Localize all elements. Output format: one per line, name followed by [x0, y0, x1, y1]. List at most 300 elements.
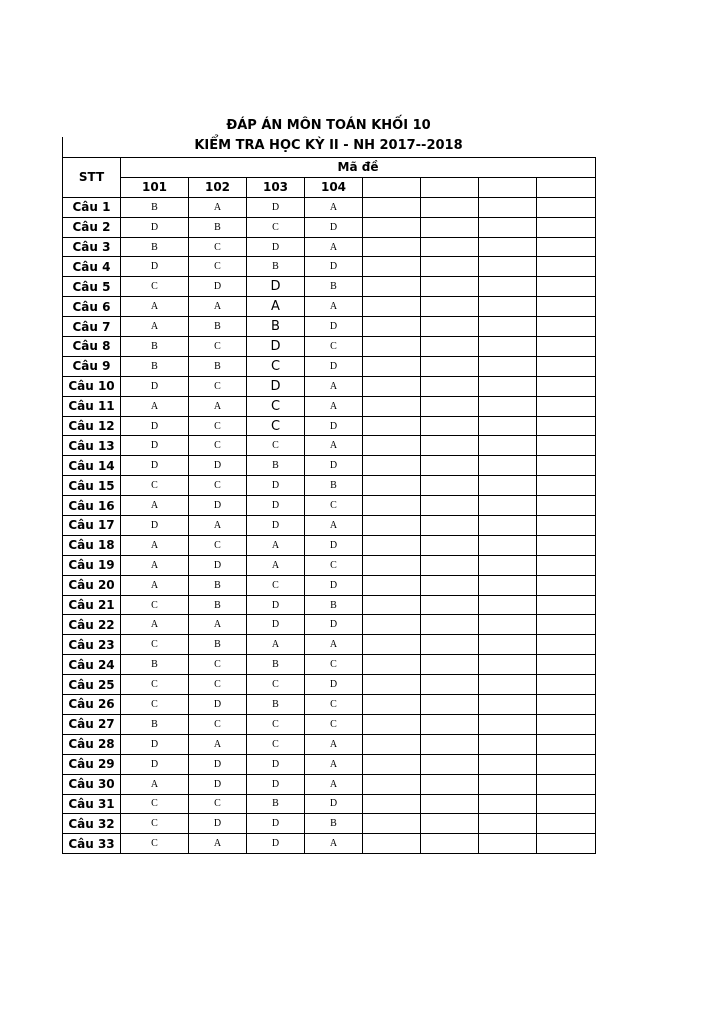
- answer-cell: D: [121, 754, 189, 774]
- empty-cell: [363, 277, 421, 297]
- answer-cell: C: [305, 496, 363, 516]
- empty-cell: [537, 695, 596, 715]
- answer-cell: A: [247, 297, 305, 317]
- empty-cell: [479, 237, 537, 257]
- empty-cell: [537, 754, 596, 774]
- answer-cell: C: [189, 436, 247, 456]
- answer-cell: A: [121, 575, 189, 595]
- question-label: Câu 1: [63, 197, 121, 217]
- answer-cell: D: [121, 416, 189, 436]
- empty-cell: [537, 337, 596, 357]
- empty-cell: [537, 834, 596, 854]
- empty-cell: [479, 774, 537, 794]
- answer-cell: A: [247, 555, 305, 575]
- exam-code-101: 101: [121, 177, 189, 197]
- empty-cell: [537, 237, 596, 257]
- table-row: [63, 754, 596, 774]
- question-label: Câu 5: [63, 277, 121, 297]
- answer-cell: D: [121, 516, 189, 536]
- empty-cell: [479, 416, 537, 436]
- answer-cell: A: [305, 297, 363, 317]
- answer-cell: A: [305, 734, 363, 754]
- answer-cell: A: [121, 555, 189, 575]
- answer-cell: D: [305, 575, 363, 595]
- empty-cell: [479, 595, 537, 615]
- answer-cell: A: [121, 496, 189, 516]
- empty-cell: [363, 774, 421, 794]
- empty-cell: [537, 476, 596, 496]
- empty-cell: [421, 635, 479, 655]
- answer-cell: B: [247, 317, 305, 337]
- answer-cell: B: [247, 794, 305, 814]
- empty-cell: [537, 356, 596, 376]
- answer-cell: A: [305, 396, 363, 416]
- empty-code-cell: [479, 177, 537, 197]
- document-subtitle: KIỂM TRA HỌC KỲ II - NH 2017--2018: [194, 138, 463, 153]
- answer-cell: C: [305, 555, 363, 575]
- answer-cell: A: [305, 635, 363, 655]
- answer-cell: D: [305, 456, 363, 476]
- empty-cell: [421, 595, 479, 615]
- answer-cell: C: [121, 695, 189, 715]
- answer-cell: C: [189, 376, 247, 396]
- answer-cell: D: [247, 496, 305, 516]
- answer-cell: C: [247, 356, 305, 376]
- answer-cell: C: [121, 635, 189, 655]
- empty-cell: [479, 635, 537, 655]
- question-label: Câu 19: [63, 555, 121, 575]
- answer-cell: B: [189, 317, 247, 337]
- empty-cell: [421, 615, 479, 635]
- empty-cell: [363, 337, 421, 357]
- table-row: [63, 814, 596, 834]
- empty-cell: [537, 655, 596, 675]
- question-label: Câu 11: [63, 396, 121, 416]
- answer-cell: D: [247, 516, 305, 536]
- answer-cell: A: [189, 197, 247, 217]
- empty-cell: [363, 814, 421, 834]
- answer-cell: D: [121, 257, 189, 277]
- table-row: [63, 635, 596, 655]
- answer-cell: D: [189, 754, 247, 774]
- empty-cell: [421, 695, 479, 715]
- answer-cell: D: [189, 277, 247, 297]
- answer-cell: A: [121, 317, 189, 337]
- empty-cell: [479, 317, 537, 337]
- empty-cell: [363, 754, 421, 774]
- empty-cell: [421, 516, 479, 536]
- exam-code-102: 102: [189, 177, 247, 197]
- empty-cell: [537, 257, 596, 277]
- table-row: [63, 317, 596, 337]
- empty-cell: [363, 317, 421, 337]
- question-label: Câu 8: [63, 337, 121, 357]
- empty-cell: [479, 476, 537, 496]
- answer-cell: D: [247, 595, 305, 615]
- empty-cell: [479, 734, 537, 754]
- question-label: Câu 33: [63, 834, 121, 854]
- answer-cell: D: [305, 535, 363, 555]
- question-label: Câu 15: [63, 476, 121, 496]
- answer-cell: C: [189, 476, 247, 496]
- empty-cell: [537, 396, 596, 416]
- table-row: [63, 237, 596, 257]
- table-row: [63, 476, 596, 496]
- empty-cell: [421, 416, 479, 436]
- empty-cell: [363, 655, 421, 675]
- empty-cell: [363, 575, 421, 595]
- question-label: Câu 4: [63, 257, 121, 277]
- answer-cell: C: [247, 416, 305, 436]
- empty-cell: [479, 714, 537, 734]
- answer-cell: A: [189, 615, 247, 635]
- empty-cell: [537, 714, 596, 734]
- table-row: [63, 356, 596, 376]
- empty-cell: [363, 595, 421, 615]
- empty-cell: [479, 277, 537, 297]
- answer-cell: B: [305, 595, 363, 615]
- empty-cell: [363, 297, 421, 317]
- empty-cell: [421, 496, 479, 516]
- empty-cell: [421, 535, 479, 555]
- question-label: Câu 12: [63, 416, 121, 436]
- table-row: [63, 456, 596, 476]
- answer-cell: B: [247, 695, 305, 715]
- answer-cell: B: [189, 356, 247, 376]
- answer-cell: C: [121, 595, 189, 615]
- table-row: [63, 297, 596, 317]
- answer-cell: A: [247, 535, 305, 555]
- empty-cell: [363, 695, 421, 715]
- table-row: [63, 734, 596, 754]
- empty-cell: [363, 516, 421, 536]
- ma-de-header: Mã đề: [121, 158, 596, 178]
- answer-cell: D: [305, 257, 363, 277]
- empty-cell: [479, 496, 537, 516]
- answer-cell: C: [247, 675, 305, 695]
- answer-cell: B: [247, 655, 305, 675]
- answer-cell: B: [247, 456, 305, 476]
- question-label: Câu 7: [63, 317, 121, 337]
- stt-header: STT: [63, 158, 121, 198]
- empty-cell: [537, 416, 596, 436]
- answer-cell: D: [247, 754, 305, 774]
- empty-cell: [421, 774, 479, 794]
- answer-cell: A: [305, 516, 363, 536]
- answer-cell: D: [189, 456, 247, 476]
- answer-cell: D: [247, 615, 305, 635]
- empty-cell: [363, 794, 421, 814]
- table-row: [63, 416, 596, 436]
- answer-cell: D: [121, 217, 189, 237]
- question-label: Câu 25: [63, 675, 121, 695]
- empty-cell: [479, 675, 537, 695]
- empty-cell: [479, 555, 537, 575]
- document-title: ĐÁP ÁN MÔN TOÁN KHỐI 10: [226, 118, 431, 133]
- empty-cell: [421, 217, 479, 237]
- empty-cell: [479, 814, 537, 834]
- empty-cell: [479, 535, 537, 555]
- answer-cell: C: [189, 416, 247, 436]
- empty-cell: [363, 615, 421, 635]
- empty-cell: [421, 794, 479, 814]
- answer-cell: D: [121, 436, 189, 456]
- answer-cell: D: [247, 834, 305, 854]
- answer-cell: B: [247, 257, 305, 277]
- empty-code-cell: [421, 177, 479, 197]
- answer-cell: A: [121, 297, 189, 317]
- empty-cell: [537, 814, 596, 834]
- empty-cell: [537, 376, 596, 396]
- question-label: Câu 3: [63, 237, 121, 257]
- empty-cell: [363, 734, 421, 754]
- answer-cell: D: [247, 376, 305, 396]
- answer-cell: C: [121, 814, 189, 834]
- answer-cell: A: [305, 754, 363, 774]
- empty-cell: [363, 456, 421, 476]
- empty-cell: [421, 575, 479, 595]
- answer-cell: B: [121, 337, 189, 357]
- table-row: [63, 337, 596, 357]
- empty-cell: [363, 217, 421, 237]
- answer-cell: D: [247, 337, 305, 357]
- answer-cell: C: [121, 834, 189, 854]
- answer-cell: D: [121, 376, 189, 396]
- document-title-block: [62, 116, 595, 156]
- empty-cell: [421, 337, 479, 357]
- empty-cell: [479, 376, 537, 396]
- answer-cell: C: [305, 337, 363, 357]
- empty-cell: [479, 575, 537, 595]
- answer-cell: B: [121, 356, 189, 376]
- empty-cell: [421, 734, 479, 754]
- answer-cell: C: [305, 655, 363, 675]
- answer-cell: B: [189, 635, 247, 655]
- answer-cell: C: [247, 217, 305, 237]
- table-row: [63, 197, 596, 217]
- table-row: [63, 655, 596, 675]
- answer-cell: D: [305, 675, 363, 695]
- empty-cell: [479, 356, 537, 376]
- answer-cell: C: [305, 714, 363, 734]
- empty-cell: [537, 516, 596, 536]
- empty-code-cell: [537, 177, 596, 197]
- table-row: [63, 257, 596, 277]
- answer-cell: C: [189, 337, 247, 357]
- question-label: Câu 32: [63, 814, 121, 834]
- empty-cell: [537, 635, 596, 655]
- empty-cell: [421, 476, 479, 496]
- empty-cell: [479, 257, 537, 277]
- empty-cell: [363, 496, 421, 516]
- empty-cell: [421, 714, 479, 734]
- answer-cell: A: [305, 436, 363, 456]
- answer-cell: B: [189, 217, 247, 237]
- answer-cell: C: [189, 257, 247, 277]
- empty-cell: [479, 396, 537, 416]
- empty-cell: [479, 436, 537, 456]
- answer-cell: C: [189, 714, 247, 734]
- answer-cell: B: [189, 595, 247, 615]
- question-label: Câu 24: [63, 655, 121, 675]
- empty-cell: [537, 496, 596, 516]
- table-row: [63, 675, 596, 695]
- empty-cell: [479, 197, 537, 217]
- answer-cell: D: [189, 555, 247, 575]
- empty-cell: [537, 535, 596, 555]
- answer-cell: C: [121, 277, 189, 297]
- answer-cell: B: [121, 237, 189, 257]
- question-label: Câu 10: [63, 376, 121, 396]
- table-row: [63, 516, 596, 536]
- answer-cell: D: [189, 774, 247, 794]
- answer-cell: A: [305, 834, 363, 854]
- empty-cell: [421, 356, 479, 376]
- answer-cell: D: [247, 277, 305, 297]
- table-row: [63, 376, 596, 396]
- empty-cell: [421, 297, 479, 317]
- empty-cell: [537, 436, 596, 456]
- question-label: Câu 13: [63, 436, 121, 456]
- question-label: Câu 21: [63, 595, 121, 615]
- answer-cell: A: [121, 615, 189, 635]
- empty-cell: [421, 675, 479, 695]
- answer-cell: B: [189, 575, 247, 595]
- table-row: [63, 535, 596, 555]
- empty-cell: [363, 675, 421, 695]
- answer-cell: A: [121, 774, 189, 794]
- empty-cell: [363, 436, 421, 456]
- answer-cell: C: [189, 535, 247, 555]
- empty-cell: [363, 257, 421, 277]
- empty-cell: [479, 794, 537, 814]
- table-row: [63, 436, 596, 456]
- empty-cell: [421, 655, 479, 675]
- answer-cell: A: [189, 297, 247, 317]
- empty-cell: [479, 217, 537, 237]
- empty-cell: [421, 277, 479, 297]
- answer-cell: A: [189, 834, 247, 854]
- answer-cell: C: [247, 714, 305, 734]
- table-row: [63, 217, 596, 237]
- answer-cell: D: [305, 615, 363, 635]
- answer-cell: B: [121, 714, 189, 734]
- empty-cell: [537, 217, 596, 237]
- question-label: Câu 31: [63, 794, 121, 814]
- empty-cell: [479, 695, 537, 715]
- empty-cell: [363, 714, 421, 734]
- empty-cell: [421, 436, 479, 456]
- answer-cell: C: [247, 396, 305, 416]
- question-label: Câu 9: [63, 356, 121, 376]
- question-label: Câu 14: [63, 456, 121, 476]
- empty-cell: [363, 356, 421, 376]
- empty-cell: [479, 456, 537, 476]
- answer-cell: A: [189, 516, 247, 536]
- answer-cell: A: [305, 197, 363, 217]
- empty-cell: [421, 197, 479, 217]
- table-row: [63, 575, 596, 595]
- empty-cell: [421, 237, 479, 257]
- question-label: Câu 18: [63, 535, 121, 555]
- empty-cell: [363, 635, 421, 655]
- question-label: Câu 26: [63, 695, 121, 715]
- empty-cell: [537, 297, 596, 317]
- empty-cell: [479, 516, 537, 536]
- question-label: Câu 29: [63, 754, 121, 774]
- answer-cell: A: [189, 734, 247, 754]
- table-left-border-extension: [62, 137, 63, 157]
- answer-key-table: [62, 157, 596, 854]
- answer-cell: D: [189, 496, 247, 516]
- question-label: Câu 16: [63, 496, 121, 516]
- table-row: [63, 834, 596, 854]
- table-row: [63, 555, 596, 575]
- empty-cell: [421, 396, 479, 416]
- empty-cell: [421, 376, 479, 396]
- answer-cell: D: [305, 217, 363, 237]
- question-label: Câu 23: [63, 635, 121, 655]
- answer-cell: A: [305, 376, 363, 396]
- answer-cell: C: [189, 237, 247, 257]
- empty-cell: [537, 456, 596, 476]
- empty-cell: [363, 416, 421, 436]
- exam-code-104: 104: [305, 177, 363, 197]
- answer-cell: D: [305, 416, 363, 436]
- empty-cell: [363, 535, 421, 555]
- answer-cell: C: [189, 794, 247, 814]
- answer-cell: A: [247, 635, 305, 655]
- table-row: [63, 615, 596, 635]
- empty-cell: [363, 197, 421, 217]
- answer-cell: C: [247, 575, 305, 595]
- empty-cell: [537, 774, 596, 794]
- header-row-1: [63, 158, 596, 178]
- answer-cell: C: [121, 794, 189, 814]
- empty-cell: [537, 595, 596, 615]
- answer-cell: D: [189, 695, 247, 715]
- table-row: [63, 714, 596, 734]
- answer-cell: D: [305, 356, 363, 376]
- empty-cell: [421, 257, 479, 277]
- answer-cell: C: [247, 734, 305, 754]
- answer-cell: A: [305, 774, 363, 794]
- question-label: Câu 2: [63, 217, 121, 237]
- answer-cell: B: [121, 655, 189, 675]
- answer-cell: A: [121, 535, 189, 555]
- answer-cell: C: [247, 436, 305, 456]
- question-label: Câu 27: [63, 714, 121, 734]
- exam-code-103: 103: [247, 177, 305, 197]
- table-row: [63, 277, 596, 297]
- empty-cell: [479, 615, 537, 635]
- question-label: Câu 17: [63, 516, 121, 536]
- empty-cell: [537, 615, 596, 635]
- answer-cell: C: [305, 695, 363, 715]
- answer-cell: A: [189, 396, 247, 416]
- empty-cell: [537, 197, 596, 217]
- answer-cell: C: [189, 655, 247, 675]
- answer-cell: C: [121, 675, 189, 695]
- empty-cell: [363, 555, 421, 575]
- empty-cell: [479, 337, 537, 357]
- empty-cell: [421, 754, 479, 774]
- table-row: [63, 695, 596, 715]
- empty-cell: [479, 834, 537, 854]
- answer-cell: D: [305, 317, 363, 337]
- empty-cell: [363, 834, 421, 854]
- answer-cell: D: [247, 237, 305, 257]
